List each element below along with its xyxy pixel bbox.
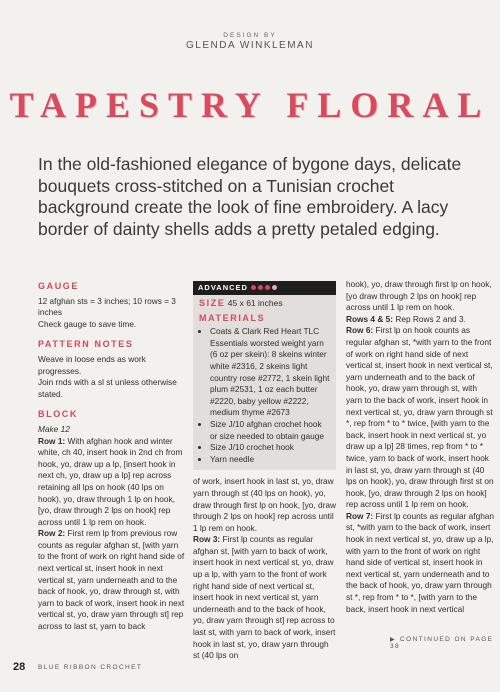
difficulty-bar <box>193 281 336 295</box>
row-1 <box>38 436 186 529</box>
material-item: • Size J/10 afghan crochet hook or size needed to obtain gauge <box>210 419 330 442</box>
rows-4-5-text: Rep Rows 2 and 3. <box>393 313 466 324</box>
triangle-right-icon: ▶ <box>390 637 397 643</box>
material-item: • Size J/10 crochet hook <box>210 442 330 454</box>
advanced-label: ADVANCED <box>198 283 248 292</box>
size-label: SIZE <box>199 298 226 308</box>
row-2 <box>38 528 186 632</box>
row-1-label: Row 1: <box>38 435 66 446</box>
difficulty-dot <box>272 285 277 290</box>
block-make: Make 12 <box>38 423 70 434</box>
size-value: 45 x 61 inches <box>227 298 283 308</box>
row-6-text: First lp on hook counts as regular afghan st, *with yarn to the front of work on right hand side of next vertical st, insert hook in next vertical st, yarn underneath and to the back of hook, yo, draw yarn through st, with yarn to the back of work, insert hook in next vertical st, yo, draw yarn through st *, rep from * to * twice, [with yarn to the back, insert hook in next vertical st, yo draw up a lp] 28 times, rep from * to * twice, yarn to back of work, insert hook in last st, yo, draw yarn through st (40 lps on hook), yo, draw through first st on hook, [yo, draw through 2 lps on hook] rep across until 1 lp rem on hook. <box>346 325 494 510</box>
column-middle-text <box>193 476 336 662</box>
row-7-label: Row 7: <box>346 510 374 521</box>
material-item: • Coats & Clark Red Heart TLC Essentials worsted weight yarn (6 oz per skein): 8 skeins winter white #2316, 2 skeins light country rose #2772, 1 skein light plum #2531, 1 oz each butter #2220, baby yellow #2222, medium thyme #2673 <box>210 326 330 419</box>
row-6 <box>346 325 495 511</box>
page-number: 28 <box>13 661 26 673</box>
row-3-text: First lp counts as regular afghan st, [with yarn to back of work, insert hook in next vertical st, yo, draw up a lp, with yarn to the front of work right hand side of next vertical st, insert hook in next vertical st, yarn underneath and to the back of hook, yo, draw yarn through st] rep across to last st, with yarn to back of work, insert hook in last st, yo, draw yarn through st (40 lps on <box>193 534 336 661</box>
row-1-text: With afghan hook and winter white, ch 40, insert hook in 2nd ch from hook, yo, draw up a lp, [insert hook in next ch, yo, draw up a lp] rep across retaining all lps on hook (40 lps on hook), yo, draw through 1 lp on hook, [yo, draw through 2 lps on hook] rep across until 1 lp rem on hook. <box>38 435 183 527</box>
block-heading: BLOCK <box>38 409 78 420</box>
designer-name: GLENDA WINKLEMAN <box>186 40 314 51</box>
pattern-note-2: Join rnds with a sl st unless otherwise stated. <box>38 377 177 399</box>
difficulty-dot <box>258 285 263 290</box>
row-2-continued: of work, insert hook in last st, yo, draw yarn through st (40 lps on hook), yo, draw through first lp on hook, [yo, draw through 2 lps on hook] rep across until 1 lp rem on hook. <box>193 476 336 533</box>
column-left <box>38 281 186 633</box>
continued-text: CONTINUED ON PAGE 38 <box>390 636 494 650</box>
materials-box <box>193 295 336 470</box>
row-7 <box>346 511 495 615</box>
rows-4-5-label: Rows 4 & 5: <box>346 313 394 324</box>
pattern-notes-heading: PATTERN NOTES <box>38 339 134 350</box>
column-right <box>346 279 495 615</box>
gauge-check: Check gauge to save time. <box>38 318 137 329</box>
gauge-text: 12 afghan sts = 3 inches; 10 rows = 3 inches <box>38 295 176 318</box>
difficulty-dots <box>249 283 277 293</box>
running-head: BLUE RIBBON CROCHET <box>38 664 143 671</box>
row-6-label: Row 6: <box>346 325 374 336</box>
row-2-label: Row 2: <box>38 528 66 539</box>
row-3 <box>193 534 336 662</box>
pattern-title: TAPESTRY FLORAL <box>9 85 491 125</box>
design-by-label: DESIGN BY <box>223 32 277 39</box>
intro-paragraph: In the old-fashioned elegance of bygone days, delicate bouquets cross-stitched on a Tunisian crochet background create the look of fine embroidery. A lacy border of dainty shells adds a pretty petaled edging. <box>38 154 462 239</box>
size-line <box>199 298 330 310</box>
row-3-label: Row 3: <box>193 534 221 545</box>
row-2-text: First rem lp from previous row counts as regular afghan st, [with yarn to the front of work on right hand side of next vertical st, insert hook in next vertical st, yarn underneath and to the back of hook, yo, draw through st, with yarn to back of work, insert hook in next vertical st, yo, draw yarn through st] rep across to last st, yarn to back <box>38 528 185 632</box>
materials-heading: MATERIALS <box>199 312 266 323</box>
difficulty-dot <box>265 285 270 290</box>
rows-4-5 <box>346 314 495 326</box>
material-item: • Yarn needle <box>210 454 330 466</box>
pattern-note-1: Weave in loose ends as work progresses. <box>38 353 146 376</box>
row-7-text: First lp counts as regular afghan st, *with yarn to the back of work, insert hook in next vertical st, yo, draw up a lp, with yarn to the front of work on right hand side of vertical st, insert hook in next vertical st, yarn underneath and to the back of hook, yo, draw yarn through st *, rep from * to *, [with yarn to the back, insert hook in next vertical <box>346 510 495 614</box>
row-3-continued: hook), yo, draw through first lp on hook, [yo draw through 2 lps on hook] rep across until 1 lp rem on hook. <box>346 279 492 313</box>
materials-list <box>199 326 330 465</box>
column-middle <box>193 281 336 662</box>
continued-note <box>390 636 500 650</box>
difficulty-dot <box>251 285 256 290</box>
gauge-heading: GAUGE <box>38 281 80 291</box>
